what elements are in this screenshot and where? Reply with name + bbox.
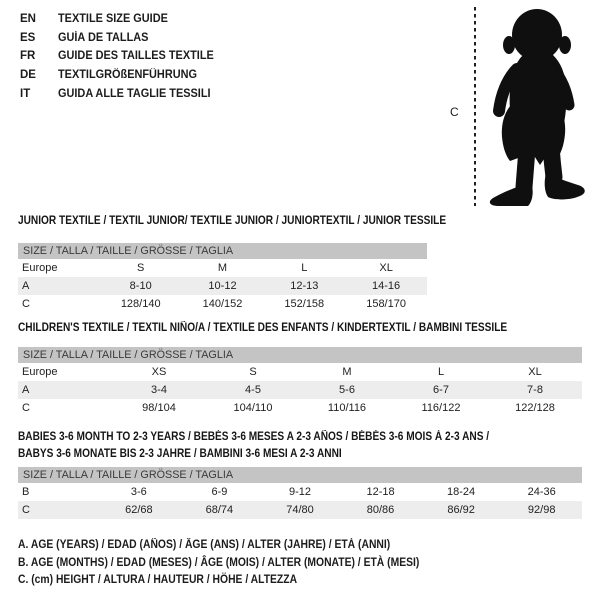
language-code: DE bbox=[20, 69, 36, 82]
value-cell: M bbox=[342, 366, 352, 378]
language-title: GUIDE DES TAILLES TEXTILE bbox=[58, 50, 214, 63]
value-cell: 128/140 bbox=[120, 298, 161, 310]
value-cell: 104/110 bbox=[233, 402, 273, 414]
value-cell: 9-12 bbox=[288, 486, 311, 498]
value-cell: 14-16 bbox=[345, 277, 427, 295]
value-cell: 140/152 bbox=[202, 298, 243, 310]
footnotes bbox=[18, 537, 419, 590]
value-cell: 152/158 bbox=[284, 298, 325, 310]
value-cell: 6-7 bbox=[394, 381, 488, 399]
value-cell: 10-12 bbox=[182, 277, 264, 295]
language-code: IT bbox=[20, 87, 31, 100]
table-row-a bbox=[18, 381, 582, 399]
value-cell: 24-36 bbox=[527, 486, 556, 498]
value-cell: 4-5 bbox=[206, 381, 300, 399]
row-label: C bbox=[18, 501, 99, 519]
table-title-babies-line1: BABIES 3-6 MONTH TO 2-3 YEARS / BEBÉS 3-6 MESES A 2-3 AÑOS / BÉBÉS 3-6 MOIS À 2-3 ANS / bbox=[18, 431, 490, 443]
value-cell: XL bbox=[379, 262, 393, 274]
language-title: GUIDA ALLE TAGLIE TESSILI bbox=[58, 87, 211, 100]
value-cell: 6-9 bbox=[211, 486, 228, 498]
table-title-babies-line2: BABYS 3-6 MONATE BIS 2-3 JAHRE / BAMBINI 3-6 MESI A 2-3 ANNI bbox=[18, 448, 342, 460]
language-code: FR bbox=[20, 50, 36, 63]
language-code: EN bbox=[20, 13, 36, 26]
row-label: Europe bbox=[22, 262, 58, 274]
table-row-a bbox=[18, 277, 427, 295]
language-row bbox=[20, 29, 222, 48]
value-cell: S bbox=[249, 366, 257, 378]
value-cell: 3-4 bbox=[112, 381, 206, 399]
value-cell: 110/116 bbox=[327, 402, 367, 414]
height-c-label: C bbox=[450, 105, 459, 119]
value-cell: 3-6 bbox=[130, 486, 147, 498]
size-header-cell: SIZE / TALLA / TAILLE / GRÖSSE / TAGLIA bbox=[18, 243, 427, 259]
table-row-c bbox=[18, 399, 582, 417]
value-cell: 122/128 bbox=[515, 402, 555, 414]
language-title-list bbox=[20, 10, 222, 103]
babies-size-table bbox=[18, 467, 582, 519]
value-cell: L bbox=[437, 366, 445, 378]
value-cell: 74/80 bbox=[260, 501, 341, 519]
table-title-children: CHILDREN'S TEXTILE / TEXTIL NIÑO/A / TEXTILE DES ENFANTS / KINDERTEXTIL / BAMBINI TESSILE bbox=[18, 322, 508, 334]
size-header-row bbox=[18, 347, 582, 363]
size-header-cell: SIZE / TALLA / TAILLE / GRÖSSE / TAGLIA bbox=[18, 467, 582, 483]
value-cell: 18-24 bbox=[447, 486, 476, 498]
language-title: GUÍA DE TALLAS bbox=[58, 31, 149, 44]
footnote-line: A. AGE (YEARS) / EDAD (AÑOS) / ÂGE (ANS) / ALTER (JAHRE) / ETÀ (ANNI) bbox=[18, 539, 391, 551]
value-cell: 7-8 bbox=[488, 381, 582, 399]
value-cell: 12-13 bbox=[263, 277, 345, 295]
footnote-line: B. AGE (MONTHS) / EDAD (MESES) / ÂGE (MOIS) / ALTER (MONATE) / ETÀ (MESI) bbox=[18, 556, 420, 569]
value-cell: M bbox=[217, 262, 228, 274]
language-row bbox=[20, 47, 222, 66]
value-cell: 98/104 bbox=[142, 402, 176, 414]
table-row-b bbox=[18, 483, 582, 501]
value-cell: 158/170 bbox=[366, 298, 406, 310]
size-header-cell: SIZE / TALLA / TAILLE / GRÖSSE / TAGLIA bbox=[18, 347, 582, 363]
language-title: TEXTILGRÖßENFÜHRUNG bbox=[58, 69, 197, 82]
table-row-c bbox=[18, 295, 427, 313]
value-cell: 62/68 bbox=[99, 501, 180, 519]
language-row bbox=[20, 10, 222, 29]
language-code: ES bbox=[20, 31, 36, 44]
table-title-babies bbox=[18, 429, 489, 463]
size-header-row bbox=[18, 467, 582, 483]
value-cell: XL bbox=[528, 366, 542, 378]
value-cell: XS bbox=[151, 366, 167, 378]
table-title-junior: JUNIOR TEXTILE / TEXTIL JUNIOR/ TEXTILE JUNIOR / JUNIORTEXTIL / JUNIOR TESSILE bbox=[18, 215, 447, 227]
language-title: TEXTILE SIZE GUIDE bbox=[58, 13, 168, 26]
value-cell: 12-18 bbox=[366, 486, 395, 498]
children-size-table bbox=[18, 347, 582, 417]
junior-size-table bbox=[18, 243, 427, 313]
row-label: C bbox=[22, 298, 30, 310]
row-label: A bbox=[18, 381, 112, 399]
language-row bbox=[20, 84, 222, 103]
value-cell: 5-6 bbox=[300, 381, 394, 399]
row-label: B bbox=[22, 486, 30, 498]
table-row-c bbox=[18, 501, 582, 519]
value-cell: 8-10 bbox=[100, 277, 182, 295]
value-cell: 68/74 bbox=[179, 501, 260, 519]
size-header-row bbox=[18, 243, 427, 259]
value-cell: S bbox=[137, 262, 145, 274]
row-label: A bbox=[18, 277, 100, 295]
table-row-europe bbox=[18, 363, 582, 381]
value-cell: 92/98 bbox=[501, 501, 582, 519]
row-label: Europe bbox=[22, 366, 58, 378]
row-label: C bbox=[22, 402, 30, 414]
language-row bbox=[20, 66, 222, 85]
height-dashed-line bbox=[474, 7, 476, 206]
footnote-line: C. (cm) HEIGHT / ALTURA / HAUTEUR / HÖHE / ALTEZZA bbox=[18, 574, 298, 587]
value-cell: 86/92 bbox=[421, 501, 502, 519]
value-cell: 80/86 bbox=[340, 501, 421, 519]
value-cell: 116/122 bbox=[421, 402, 461, 414]
value-cell: L bbox=[301, 262, 308, 274]
baby-silhouette-icon bbox=[483, 5, 597, 209]
table-row-europe bbox=[18, 259, 427, 277]
